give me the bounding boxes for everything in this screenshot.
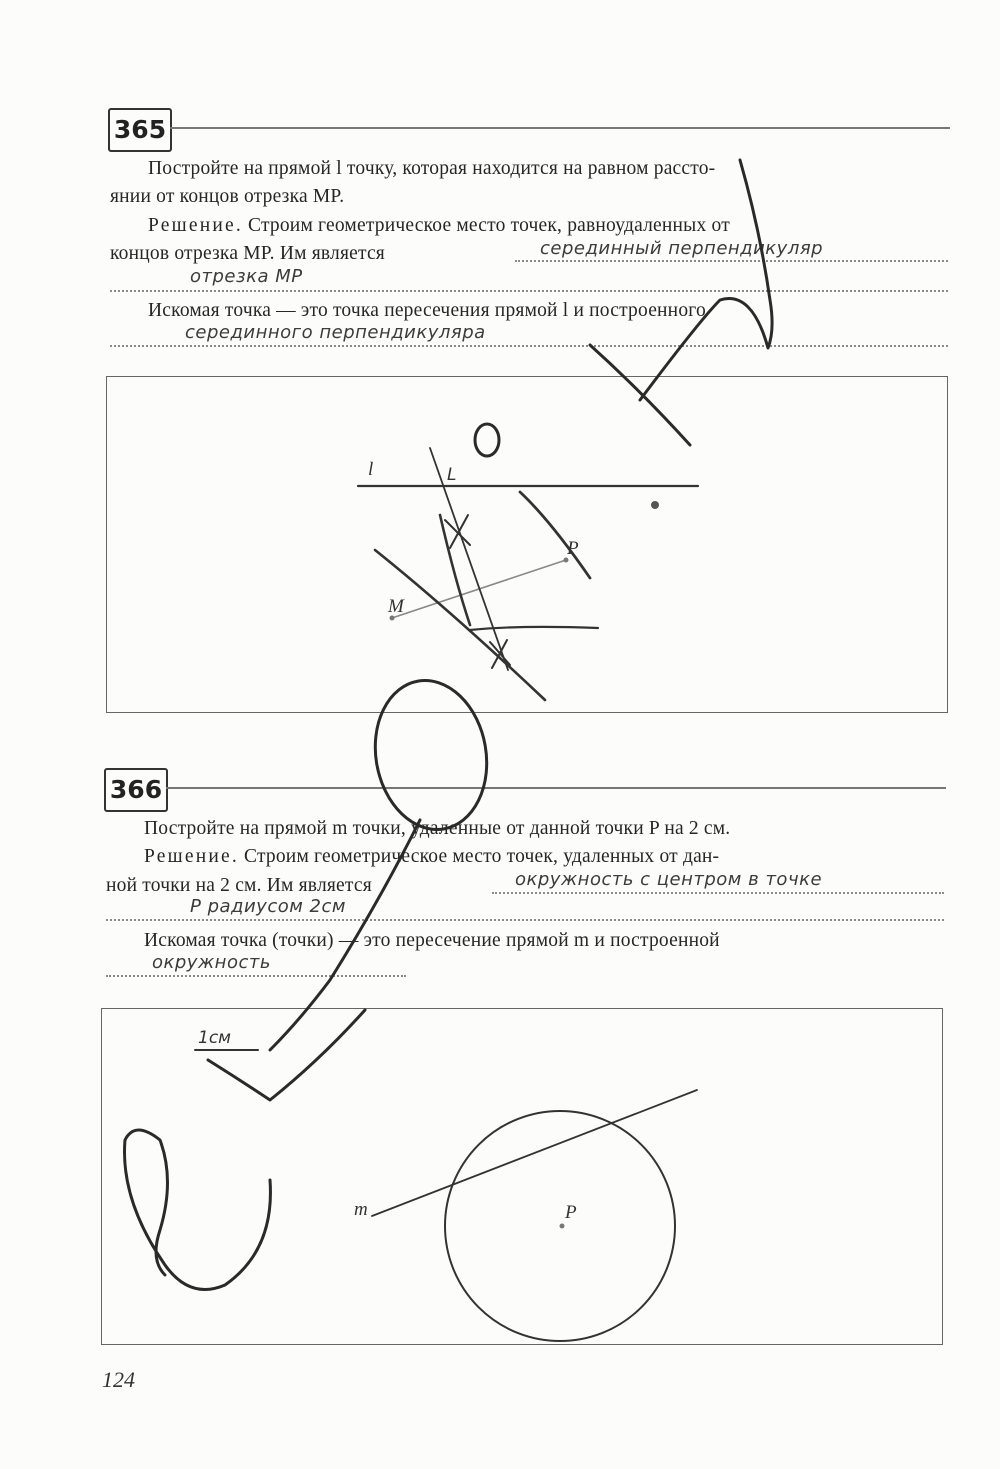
task-366-solution-text-1: Строим геометрическое место точек, удаленных от дан- [244,846,720,867]
task-365-statement-line-2: янии от концов отрезка MP. [110,186,345,207]
point-p-label-366: P [565,1202,577,1223]
scale-label: 1см [198,1028,231,1048]
task-365-solution-word: Решение. [148,215,243,236]
task-366-number: 366 [104,768,168,812]
figure-365 [358,448,698,700]
task-365-solution-text-1: Строим геометрическое место точек, равноудаленных от [248,215,730,236]
point-p-label: P [567,538,579,559]
task-365-conclusion-line: Искомая точка — это точка пересечения прямой l и построенного [148,300,706,321]
task-366-conclusion-line: Искомая точка (точки) — это пересечение прямой m и построенной [144,930,720,951]
task-365-answer-1b: отрезка МР [190,266,303,287]
task-365-number: 365 [108,108,172,152]
task-366-solution-word: Решение. [144,846,239,867]
cross-mark-upper [445,515,470,548]
line-l-label: l [368,459,374,480]
task-366-answer-1b: Р радиусом 2см [190,896,346,917]
arc-upper-right [520,492,590,578]
task-366-answer-1a: окружность с центром в точке [515,869,823,890]
task-366-solution-line-2: ной точки на 2 см. Им является [106,875,372,896]
task-366-answer-2: окружность [152,952,271,973]
point-p-center [560,1224,565,1229]
page-number: 124 [102,1367,135,1392]
task-365-answer-1a: серединный перпендикуляр [540,238,824,259]
intersection-label: L [447,465,457,485]
task-365-statement-line-1: Постройте на прямой l точку, которая находится на равном рассто- [148,158,716,179]
task-365-answer-2: серединного перпендикуляра [185,322,486,343]
arc-lower-right [470,627,598,630]
arc-lower-left [375,550,545,700]
handwritten-scribble [125,160,773,1290]
task-365-solution-line-2: концов отрезка MP. Им является [110,243,385,264]
pencil-dot [651,501,659,509]
line-m-label: m [354,1199,368,1220]
point-m-label: M [388,596,404,617]
perpendicular-bisector [430,448,508,670]
task-366-statement-line: Постройте на прямой m точки, удаленные от данной точки P на 2 см. [144,818,731,839]
